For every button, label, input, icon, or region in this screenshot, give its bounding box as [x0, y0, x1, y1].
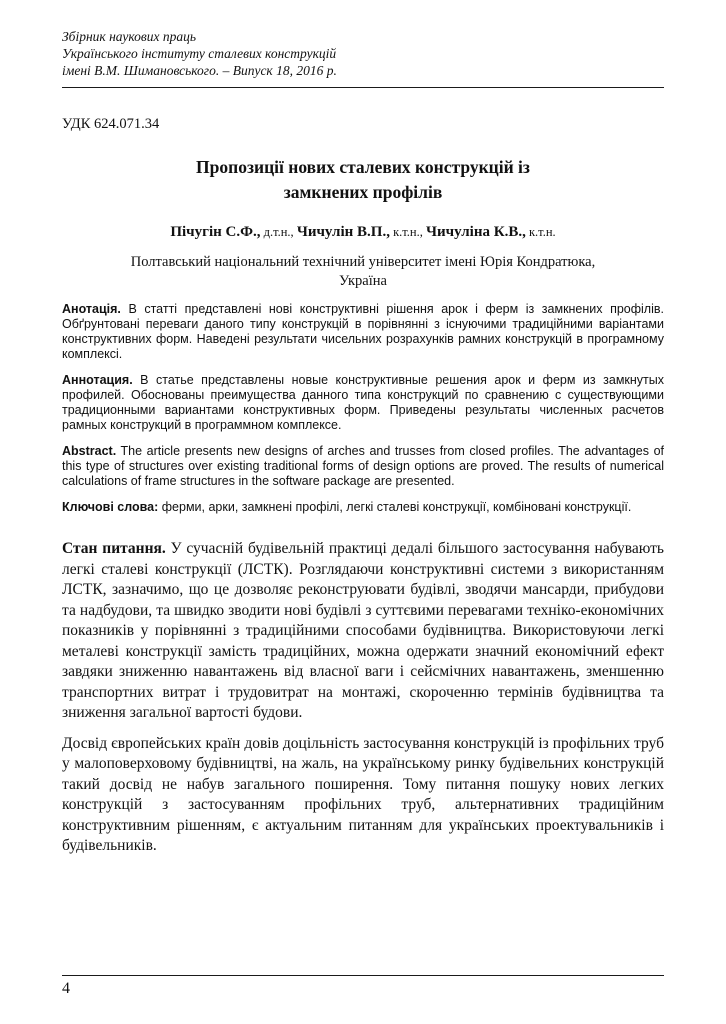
header-divider: [62, 87, 664, 88]
paper-title: [62, 155, 664, 205]
body-paragraph: [62, 734, 664, 857]
abstract-english: [62, 444, 664, 489]
page-number: 4: [62, 980, 70, 997]
abstract-ukrainian: [62, 302, 664, 362]
udc-code: УДК 624.071.34: [62, 116, 160, 132]
author-degree: д.т.н.,: [260, 225, 297, 239]
keywords-lead: Ключові слова:: [62, 500, 159, 514]
abstract-english-text: The article presents new designs of arches and trusses from closed profiles. The advantages of this type of structures over existing traditional forms of design options are proved. The results of numerical calculations of frame structures in the software package are presented.: [62, 444, 664, 488]
abstract-russian: [62, 373, 664, 433]
author-name: Чичулін В.П.,: [296, 224, 390, 240]
author-degree: к.т.н.: [525, 225, 556, 239]
authors-line: [62, 224, 664, 241]
author-name: Пічугін С.Ф.,: [170, 224, 261, 240]
abstract-english-lead: Abstract.: [62, 444, 117, 458]
page-footer: [62, 975, 664, 998]
journal-header-line-1: Збірник наукових праць: [62, 29, 197, 44]
abstract-russian-text: В статье представлены новые конструктивные решения арок и ферм из замкнутых профилей. Обоснованы преимущества данного типа конструкций по сравнению с существующими традиционными вариантами конструктивных форм. Приведены результаты численных расчетов рамных конструкций в программном комплексе.: [62, 373, 664, 432]
body-paragraph-text: У сучасній будівельній практиці дедалі більшого застосування набувають легкі сталеві конструкції (ЛСТК). Розглядаючи конструктивні системи з використанням ЛСТК, зазначимо, що це дозволяє реконструювати будівлі, зводячи мансарди, прибудови та надбудови, та швидко зводити нові будівлі з суттєвими перевагами техніко-економічних показників у порівнянні з традиційними способами будівництва. Використовуючи легкі металеві конструкції замість традиційних, можна одержати значний економічний ефект завдяки зниженню навантажень від власної ваги і сейсмічних навантажень, зменшенню транспортних витрат і трудовитрат на монтажі, скороченню термінів будівництва та зниження загальної вартості будови.: [62, 540, 664, 721]
journal-header: [62, 28, 664, 79]
paper-title-line-1: Пропозиції нових сталевих конструкцій із: [196, 157, 530, 177]
footer-divider: [62, 975, 664, 976]
body-paragraph-text: Досвід європейських країн довів доцільність застосування конструкцій із профільних труб у малоповерховому будівництві, на жаль, на українському ринку будівельних конструкцій такий досвід не набув загального поширення. Тому питання пошуку нових легких конструкцій з застосуванням профільних труб, альтернативних традиційним конструктивним рішенням, є актуальним питанням для українських проектувальників і будівельників.: [62, 734, 664, 854]
body-paragraph: [62, 539, 664, 724]
journal-header-line-2: Українського інституту сталевих конструкцій: [62, 46, 337, 61]
abstract-ukrainian-text: В статті представлені нові конструктивні рішення арок і ферм із замкнених профілів. Обґрунтовані переваги даного типу конструкцій в порівнянні з існуючими традиційними варіантами конструктивних форм. Наведені результати чисельних розрахунків рамних конструкцій в програмному комплексі.: [62, 302, 664, 361]
journal-header-line-3: імені В.М. Шимановського. – Випуск 18, 2016 р.: [62, 63, 337, 78]
author-name: Чичуліна К.В.,: [426, 224, 526, 240]
affiliation-line-2: Україна: [339, 273, 387, 289]
abstract-russian-lead: Аннотация.: [62, 373, 133, 387]
author-degree: к.т.н.,: [389, 225, 426, 239]
paper-title-line-2: замкнених профілів: [283, 182, 443, 202]
affiliation-line-1: Полтавський національний технічний університет імені Юрія Кондратюка,: [130, 254, 596, 270]
keywords-text: ферми, арки, замкнені профілі, легкі сталеві конструкції, комбіновані конструкції.: [158, 500, 632, 514]
keywords: [62, 500, 664, 515]
affiliation: [62, 253, 664, 291]
abstract-ukrainian-lead: Анотація.: [62, 302, 121, 316]
body-paragraph-lead: Стан питання.: [62, 540, 166, 557]
